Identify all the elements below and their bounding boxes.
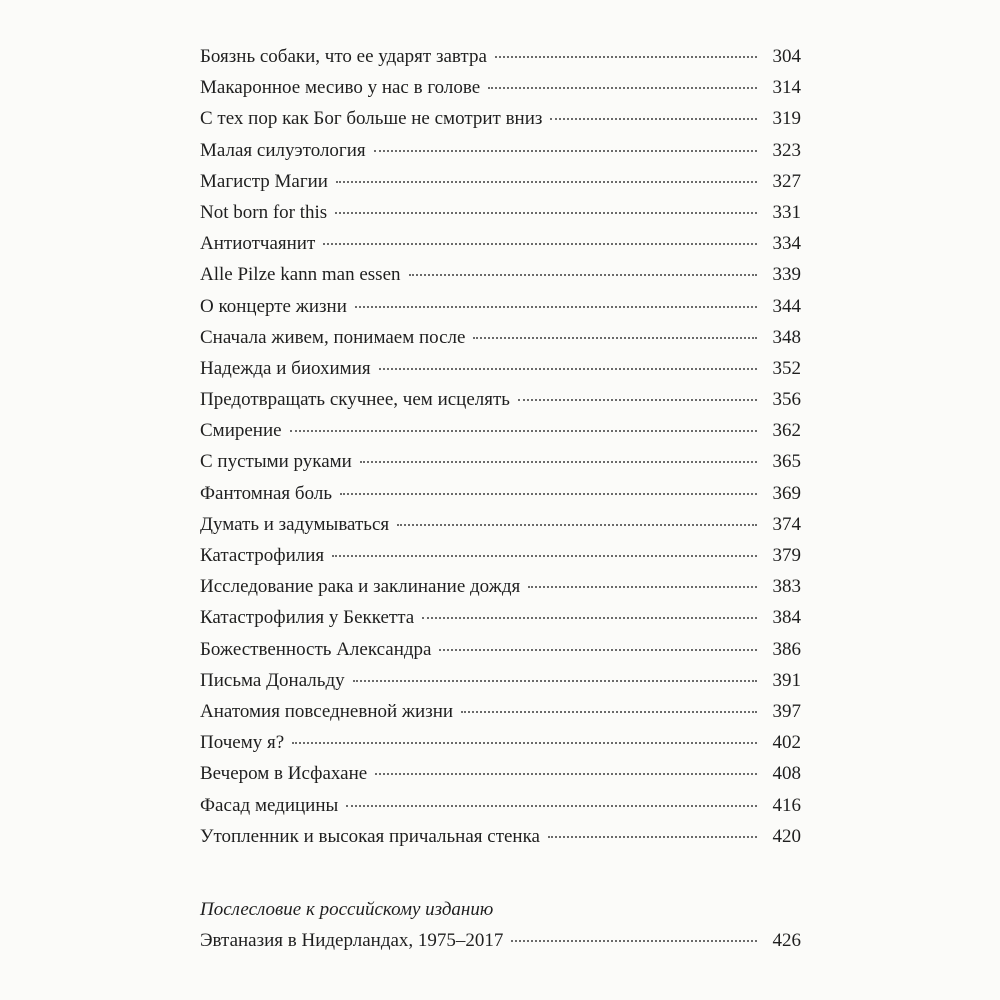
dot-leader [550, 118, 757, 120]
dot-leader [336, 181, 757, 183]
toc-entry [200, 634, 801, 665]
entry-page-number: 408 [772, 763, 801, 785]
dot-leader [335, 212, 757, 214]
entry-title: Утопленник и высокая причальная стенка [200, 825, 540, 847]
dot-leader [360, 461, 757, 463]
entry-title: Смирение [200, 420, 282, 442]
toc-entry [200, 197, 801, 228]
toc-entry [200, 166, 801, 197]
toc-entry [200, 291, 801, 322]
dot-leader [548, 836, 757, 838]
toc-entry [200, 571, 801, 602]
entry-title: Катастрофилия [200, 545, 325, 566]
dot-leader [397, 524, 757, 526]
entry-page-number: 402 [772, 732, 801, 754]
entry-title: Антиотчаянит [200, 233, 316, 255]
entry-page-number: 365 [772, 451, 801, 473]
entry-title: С тех пор как Бог больше не смотрит вниз [200, 108, 543, 130]
entry-page-number: 319 [772, 108, 801, 130]
entry-title: Фасад медицины [200, 794, 339, 816]
dot-leader [353, 680, 757, 682]
afterword-heading: Послесловие к российскому изданию [200, 899, 494, 920]
entry-title: Сначала живем, понимаем после [200, 326, 466, 348]
toc-entry [200, 384, 801, 415]
entry-page-number: 391 [772, 669, 801, 691]
entry-title: Катастрофилия у Беккетта [200, 607, 415, 629]
entry-page-number: 344 [772, 295, 801, 317]
entry-title: Исследование рака и заклинание дождя [200, 576, 521, 598]
entry-title: Вечером в Исфахане [200, 763, 368, 785]
entry-title: Фантомная боль [200, 482, 332, 504]
dot-leader [528, 586, 757, 588]
toc-entry [200, 727, 801, 758]
dot-leader [439, 649, 757, 651]
entry-title: Магистр Магии [200, 170, 328, 192]
entry-page-number: 327 [772, 170, 801, 192]
entry-page-number: 426 [772, 930, 801, 951]
toc-entry [200, 72, 801, 103]
entry-title: Малая силуэтология [200, 139, 366, 161]
toc-entry [200, 602, 801, 633]
dot-leader [346, 805, 757, 807]
entry-page-number: 348 [772, 326, 801, 348]
entry-page-number: 331 [772, 201, 801, 223]
entry-page-number: 339 [772, 264, 801, 286]
dot-leader [355, 306, 757, 308]
toc-entry [200, 415, 801, 446]
entry-page-number: 314 [772, 77, 801, 99]
dot-leader [332, 555, 757, 557]
entry-title: Боязнь собаки, что ее ударят завтра [200, 46, 487, 67]
dot-leader [473, 337, 757, 339]
dot-leader [518, 399, 757, 401]
entry-title: Письма Дональду [200, 669, 345, 691]
table-of-contents [200, 41, 801, 852]
toc-entry [200, 135, 801, 166]
dot-leader [374, 150, 757, 152]
toc-entry [200, 696, 801, 727]
toc-entry [200, 103, 801, 134]
toc-entry [200, 353, 801, 384]
entry-page-number: 416 [772, 794, 801, 816]
entry-title: Божественность Александра [200, 638, 432, 660]
entry-page-number: 304 [772, 46, 801, 67]
dot-leader [461, 711, 757, 713]
dot-leader [379, 368, 757, 370]
toc-entry [200, 228, 801, 259]
entry-page-number: 384 [772, 607, 801, 629]
entry-page-number: 352 [772, 357, 801, 379]
toc-entry [200, 446, 801, 477]
entry-title: С пустыми руками [200, 451, 352, 473]
toc-entry [200, 790, 801, 821]
dot-leader [409, 274, 757, 276]
entry-page-number: 362 [772, 420, 801, 442]
dot-leader [511, 940, 757, 942]
entry-title: Предотвращать скучнее, чем исцелять [200, 389, 510, 411]
entry-title: О концерте жизни [200, 295, 347, 317]
entry-page-number: 383 [772, 576, 801, 598]
dot-leader [422, 617, 757, 619]
toc-entry [200, 540, 801, 571]
entry-title: Надежда и биохимия [200, 357, 371, 379]
entry-page-number: 379 [772, 545, 801, 566]
toc-entry [200, 821, 801, 852]
toc-entry [200, 758, 801, 789]
dot-leader [292, 742, 757, 744]
entry-page-number: 374 [772, 513, 801, 535]
entry-page-number: 369 [772, 482, 801, 504]
dot-leader [323, 243, 757, 245]
afterword-entry [200, 925, 801, 957]
entry-page-number: 386 [772, 638, 801, 660]
dot-leader [488, 87, 757, 89]
toc-entry [200, 478, 801, 509]
entry-title: Анатомия повседневной жизни [200, 700, 454, 722]
toc-entry [200, 322, 801, 353]
entry-page-number: 334 [772, 233, 801, 255]
entry-title: Alle Pilze kann man essen [200, 264, 401, 286]
toc-entry [200, 509, 801, 540]
toc-entry [200, 665, 801, 696]
dot-leader [340, 493, 757, 495]
entry-page-number: 397 [772, 700, 801, 722]
entry-page-number: 420 [772, 825, 801, 847]
entry-page-number: 323 [772, 139, 801, 161]
entry-title: Макаронное месиво у нас в голове [200, 77, 481, 99]
dot-leader [495, 56, 757, 58]
entry-page-number: 356 [772, 389, 801, 411]
entry-title: Эвтаназия в Нидерландах, 1975–2017 [200, 930, 504, 951]
entry-title: Думать и задумываться [200, 513, 390, 535]
dot-leader [375, 773, 757, 775]
entry-title: Not born for this [200, 201, 328, 223]
toc-entry [200, 41, 801, 72]
entry-title: Почему я? [200, 732, 285, 754]
toc-entry [200, 259, 801, 290]
afterword-section [200, 895, 801, 957]
dot-leader [290, 430, 757, 432]
